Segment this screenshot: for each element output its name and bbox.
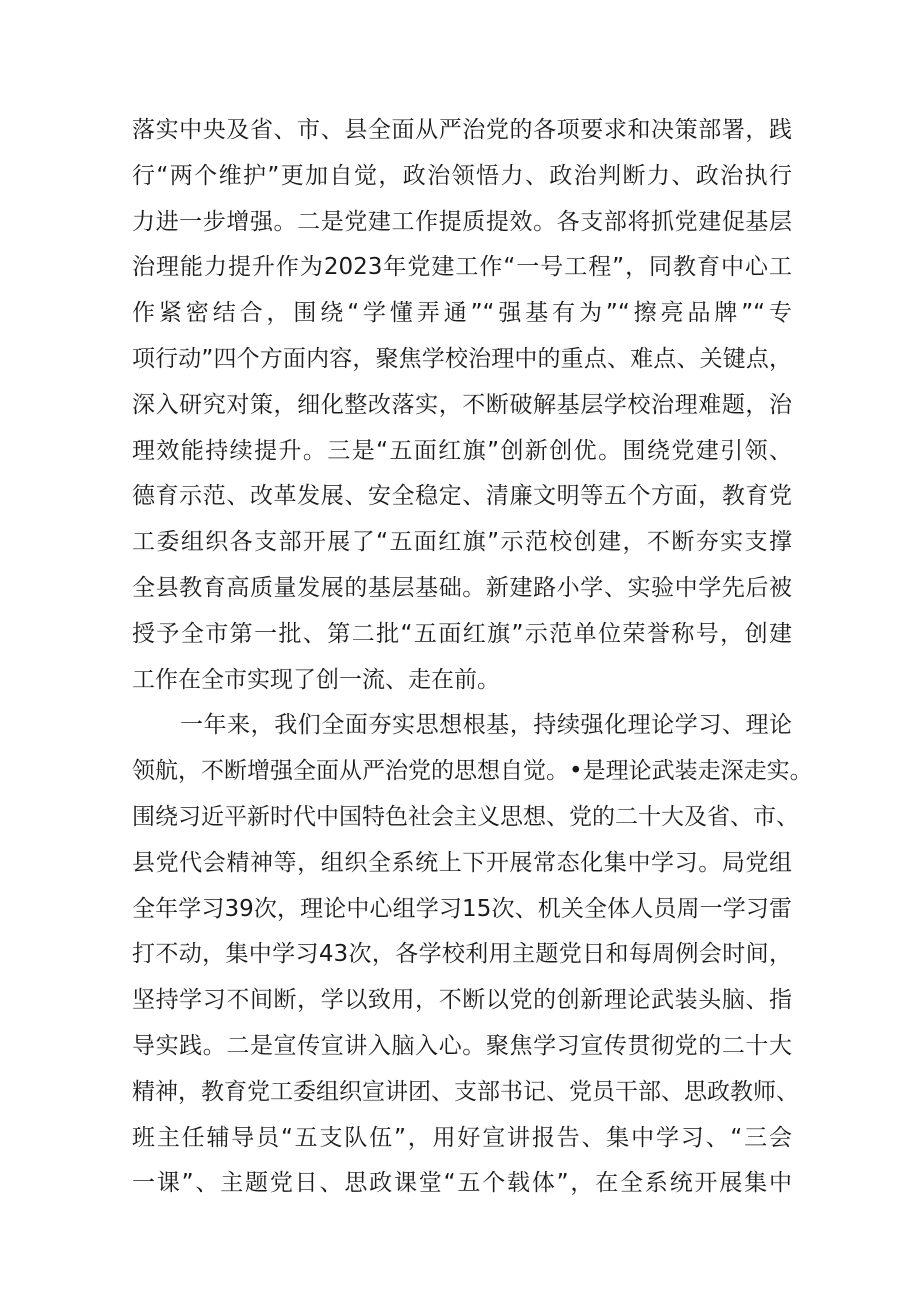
text-line: 行“两个维护”更加自觉，政治领悟力、政治判断力、政治执行: [132, 162, 792, 189]
text-line: 打不动，集中学习43次，各学校利用主题党日和每周例会时间，: [132, 941, 792, 968]
text-line: 深入研究对策，细化整改落实，不断破解基层学校治理难题，治: [132, 391, 792, 418]
text-line: 坚持学习不间断，学以致用，不断以党的创新理论武装头脑、指: [132, 987, 792, 1014]
text-line: 理效能持续提升。三是“五面红旗”创新创优。围绕党建引领、: [132, 437, 792, 464]
text-line: 一课”、主题党日、思政课堂“五个载体”，在全系统开展集中: [132, 1170, 792, 1197]
paragraph-party-building-results: [132, 108, 792, 703]
text-line: 落实中央及省、市、县全面从严治党的各项要求和决策部署，践: [132, 117, 792, 143]
text-line: 工作在全市实现了创一流、走在前。: [132, 666, 500, 693]
text-line: 领航，不断增强全面从严治党的思想自觉。•是理论武装走深走实。: [132, 758, 813, 785]
text-line: 项行动”四个方面内容，聚焦学校治理中的重点、难点、关键点，: [132, 345, 792, 372]
text-line: 一年来，我们全面夯实思想根基，持续强化理论学习、理论: [180, 712, 792, 739]
document-body: [132, 108, 813, 1207]
text-line: 导实践。二是宣传宣讲入脑入心。聚焦学习宣传贯彻党的二十大: [132, 1032, 792, 1059]
paragraph-theory-study: [132, 703, 813, 1207]
text-line: 授予全市第一批、第二批“五面红旗”示范单位荣誉称号，创建: [132, 620, 792, 647]
text-line: 工委组织各支部开展了“五面红旗”示范校创建，不断夯实支撑: [132, 529, 792, 556]
text-line: 作紧密结合，围绕“学懂弄通”“强基有为”“擦亮品牌”“专: [132, 300, 792, 327]
text-line: 精神，教育党工委组织宣讲团、支部书记、党员干部、思政教师、: [132, 1078, 799, 1105]
text-line: 全县教育高质量发展的基层基础。新建路小学、实验中学先后被: [132, 574, 792, 601]
text-line: 全年学习39次，理论中心组学习15次、机关全体人员周一学习雷: [132, 895, 792, 922]
text-line: 围绕习近平新时代中国特色社会主义思想、党的二十大及省、市、: [132, 803, 799, 830]
text-line: 班主任辅导员“五支队伍”，用好宣讲报告、集中学习、“三会: [132, 1124, 792, 1151]
text-line: 德育示范、改革发展、安全稳定、清廉文明等五个方面，教育党: [132, 483, 792, 510]
text-line: 力进一步增强。二是党建工作提质提效。各支部将抓党建促基层: [132, 208, 792, 235]
text-line: 县党代会精神等，组织全系统上下开展常态化集中学习。局党组: [132, 849, 792, 876]
text-line: 治理能力提升作为2023年党建工作“一号工程”，同教育中心工: [132, 254, 792, 281]
